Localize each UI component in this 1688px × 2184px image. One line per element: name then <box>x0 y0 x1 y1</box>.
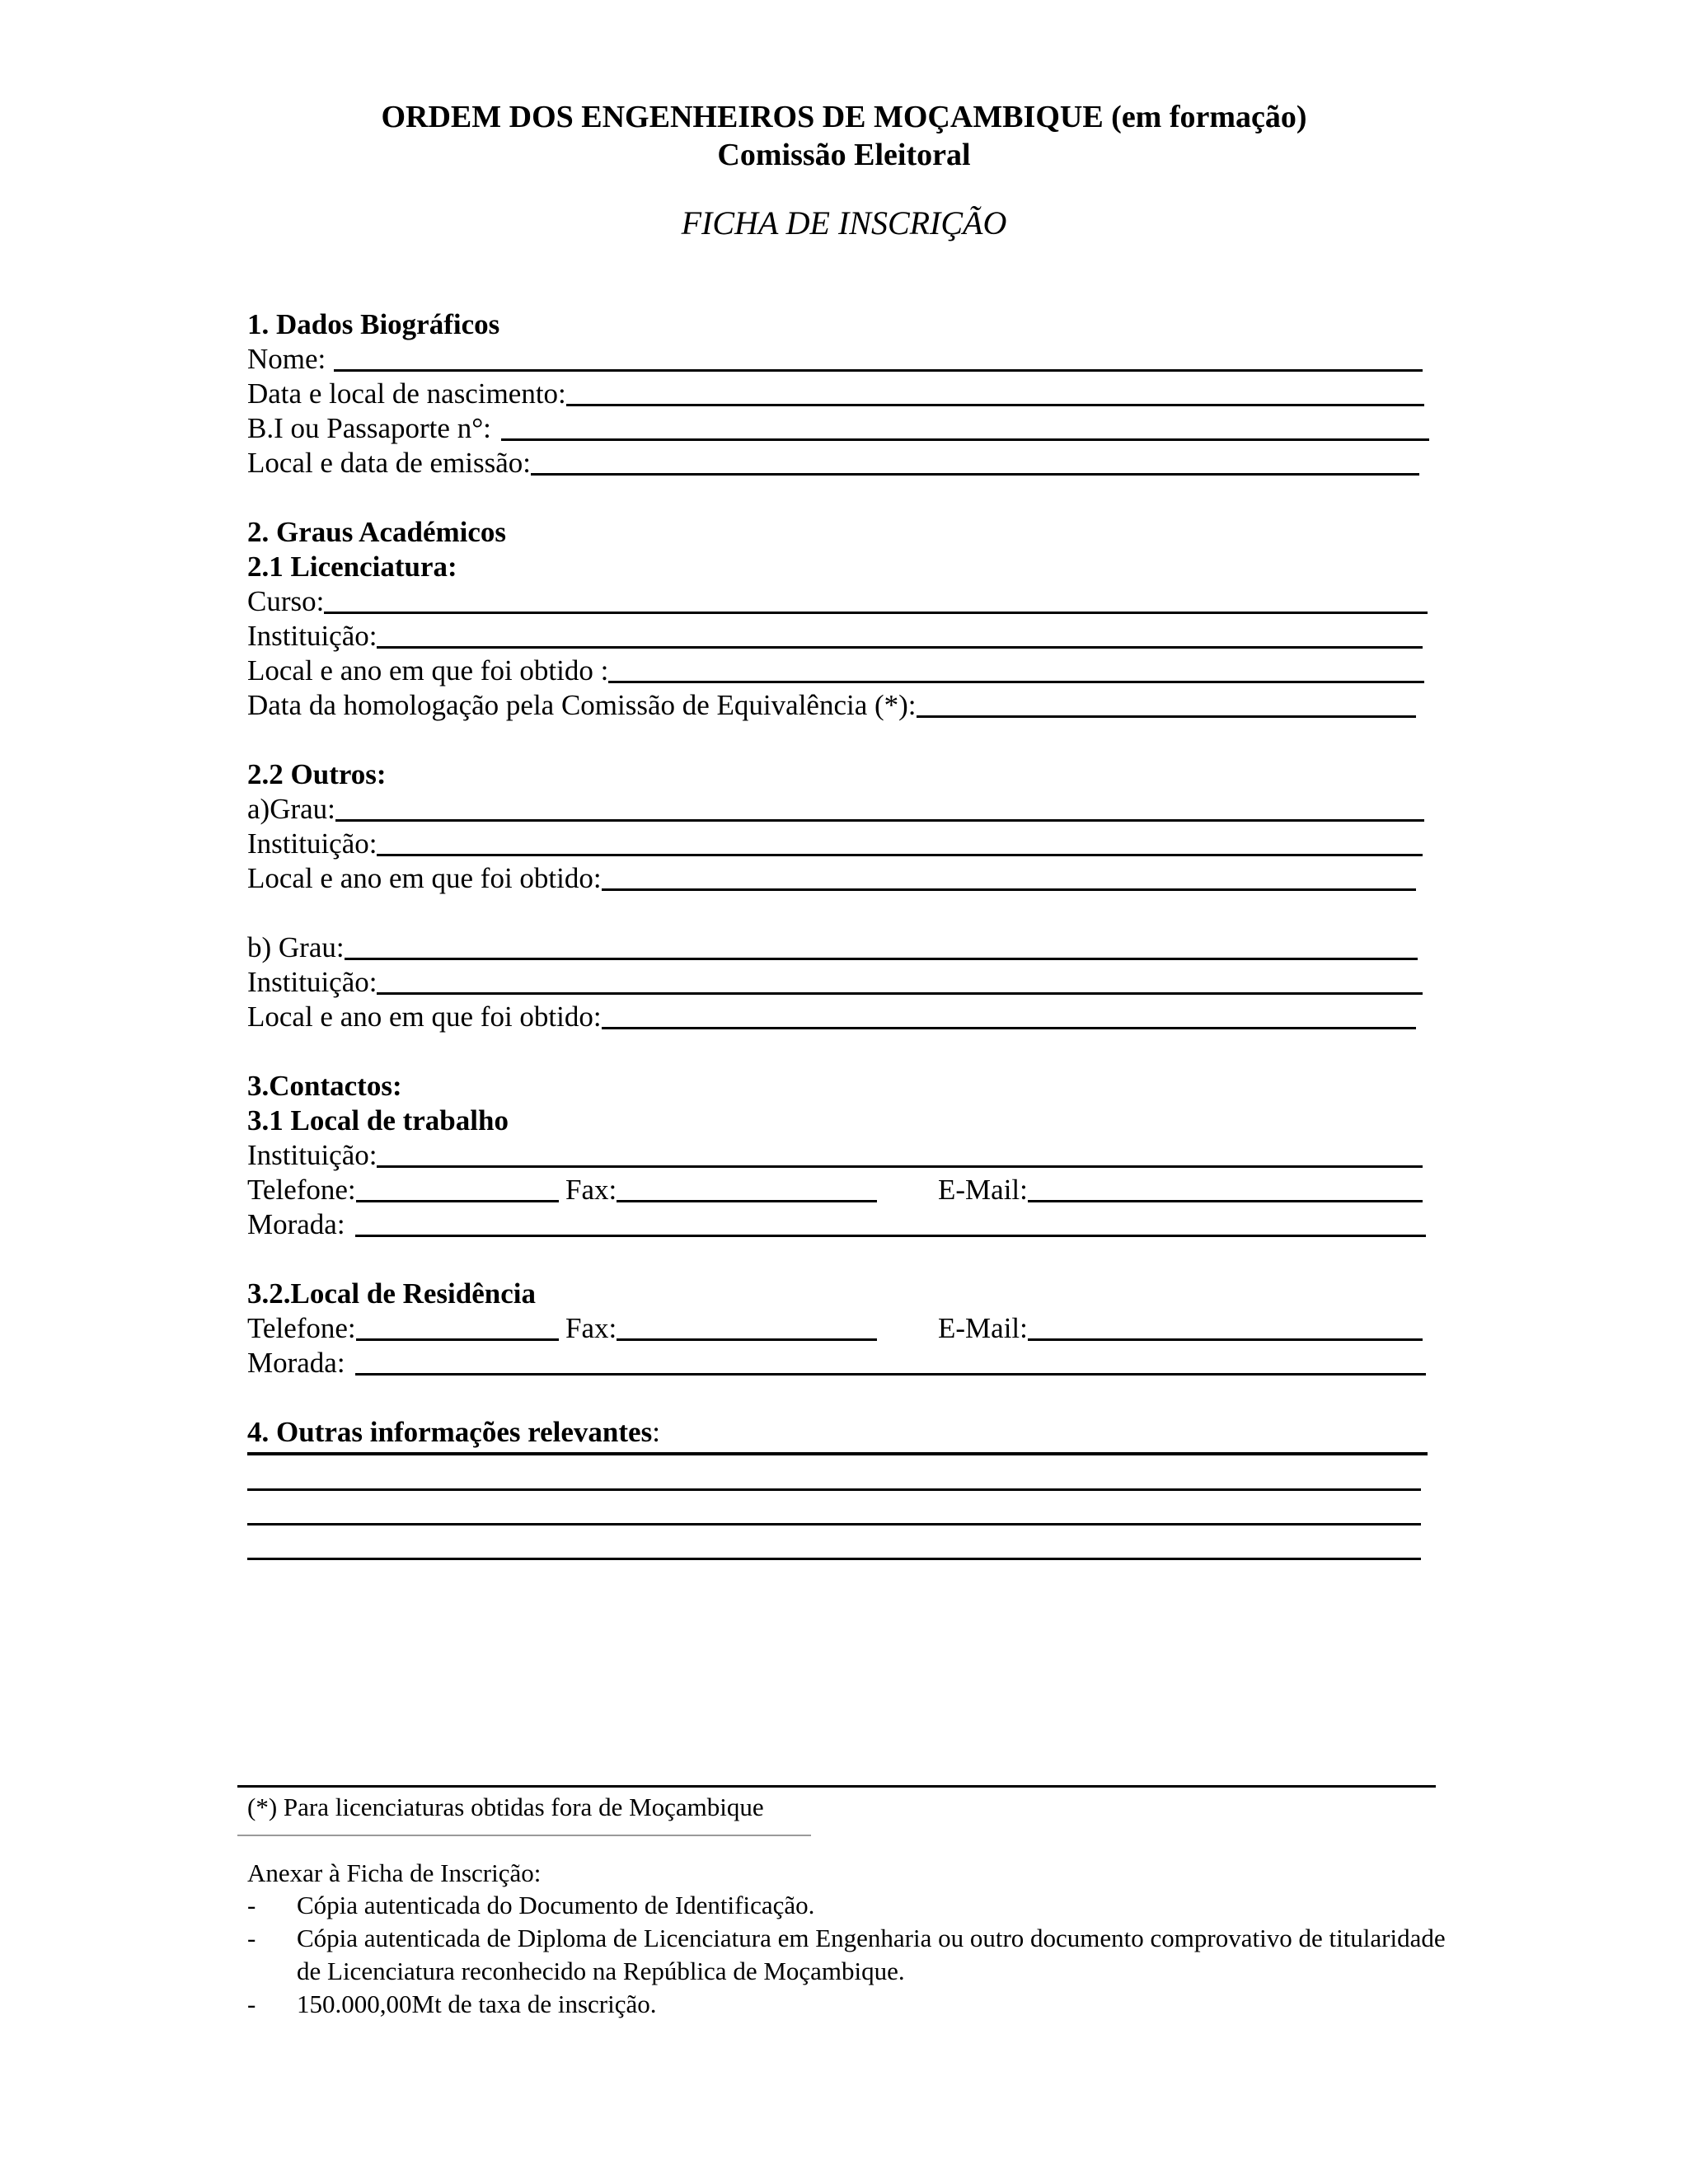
nascimento-label: Data e local de nascimento: <box>247 377 566 410</box>
residencia-fax-field[interactable] <box>565 1311 877 1346</box>
info-line-1[interactable] <box>247 1488 1421 1491</box>
section-4-colon: : <box>652 1416 660 1448</box>
residencia-heading <box>247 1277 989 1311</box>
a-instituicao-label: Instituição: <box>247 827 377 860</box>
residencia-telefone-blank[interactable] <box>356 1309 559 1341</box>
lic-local-ano-blank[interactable] <box>608 651 1424 683</box>
trabalho-email-blank[interactable] <box>1028 1170 1423 1202</box>
section-2-title: 2. Graus Académicos <box>247 516 507 548</box>
documento-blank[interactable] <box>501 409 1429 441</box>
nascimento-field[interactable] <box>247 377 1424 411</box>
section-4-title: 4. Outras informações relevantes <box>247 1416 653 1448</box>
emissao-blank[interactable] <box>531 443 1419 476</box>
lic-instituicao-field[interactable] <box>247 619 1423 654</box>
info-line-2[interactable] <box>247 1523 1421 1526</box>
section-1-heading <box>247 307 989 342</box>
annex-item-text: Cópia autenticada do Documento de Identificação. <box>297 1891 815 1919</box>
residencia-morada-label: Morada: <box>247 1347 345 1379</box>
trabalho-heading <box>247 1104 989 1138</box>
annex-item <box>247 1922 1467 1988</box>
organization-title: ORDEM DOS ENGENHEIROS DE MOÇAMBIQUE (em formação) <box>381 100 1307 134</box>
section-2-heading <box>247 515 989 550</box>
trabalho-instituicao-label: Instituição: <box>247 1139 377 1171</box>
curso-label: Curso: <box>247 585 325 617</box>
annex-title: Anexar à Ficha de Inscrição: <box>247 1858 542 1887</box>
outros-heading <box>247 757 989 792</box>
b-instituicao-blank[interactable] <box>377 963 1423 995</box>
trabalho-telefone-field[interactable] <box>247 1173 559 1207</box>
lic-instituicao-label: Instituição: <box>247 620 377 652</box>
nascimento-blank[interactable] <box>566 374 1424 406</box>
trabalho-email-label: E-Mail: <box>938 1174 1028 1206</box>
section-4-rule <box>247 1452 1428 1455</box>
residencia-title: 3.2.Local de Residência <box>247 1277 536 1310</box>
annex-bullet: - <box>247 1924 256 1952</box>
trabalho-morada-blank[interactable] <box>355 1205 1426 1237</box>
trabalho-fax-blank[interactable] <box>617 1170 877 1202</box>
residencia-morada-blank[interactable] <box>355 1343 1426 1376</box>
section-3-title: 3.Contactos: <box>247 1070 402 1102</box>
a-local-ano-label: Local e ano em que foi obtido: <box>247 862 602 894</box>
b-grau-blank[interactable] <box>345 928 1418 960</box>
homologacao-label: Data da homologação pela Comissão de Equivalência (*): <box>247 689 917 721</box>
footnote-rule <box>237 1785 1436 1788</box>
emissao-field[interactable] <box>247 446 1419 480</box>
trabalho-email-field[interactable] <box>938 1173 1423 1207</box>
b-local-ano-blank[interactable] <box>602 997 1416 1029</box>
residencia-fax-label: Fax: <box>565 1312 617 1344</box>
a-instituicao-blank[interactable] <box>377 824 1423 856</box>
form-title: FICHA DE INSCRIÇÃO <box>681 204 1007 241</box>
trabalho-morada-label: Morada: <box>247 1208 345 1240</box>
residencia-email-blank[interactable] <box>1028 1309 1423 1341</box>
b-local-ano-label: Local e ano em que foi obtido: <box>247 1001 602 1033</box>
trabalho-title: 3.1 Local de trabalho <box>247 1104 509 1137</box>
trabalho-telefone-blank[interactable] <box>356 1170 559 1202</box>
trabalho-telefone-label: Telefone: <box>247 1174 356 1206</box>
section-3-heading <box>247 1069 989 1104</box>
residencia-email-field[interactable] <box>938 1311 1423 1346</box>
trabalho-fax-field[interactable] <box>565 1173 877 1207</box>
a-grau-field[interactable] <box>247 792 1424 827</box>
section-1-title: 1. Dados Biográficos <box>247 308 500 340</box>
trabalho-morada-field[interactable] <box>247 1207 1426 1242</box>
lic-local-ano-field[interactable] <box>247 654 1424 688</box>
annex-item <box>247 1889 1467 1922</box>
nome-blank[interactable] <box>334 340 1423 372</box>
a-grau-blank[interactable] <box>335 790 1424 822</box>
lic-local-ano-label: Local e ano em que foi obtido : <box>247 654 609 687</box>
curso-blank[interactable] <box>324 582 1428 614</box>
annex-item-text: 150.000,00Mt de taxa de inscrição. <box>297 1990 657 2018</box>
residencia-telefone-field[interactable] <box>247 1311 559 1346</box>
documento-field[interactable] <box>247 411 1429 446</box>
b-grau-label: b) Grau: <box>247 931 345 963</box>
homologacao-blank[interactable] <box>917 686 1416 718</box>
b-instituicao-field[interactable] <box>247 965 1423 1000</box>
lic-instituicao-blank[interactable] <box>377 616 1423 649</box>
a-local-ano-blank[interactable] <box>602 859 1416 891</box>
b-local-ano-field[interactable] <box>247 1000 1416 1034</box>
residencia-fax-blank[interactable] <box>617 1309 877 1341</box>
b-grau-field[interactable] <box>247 930 1418 965</box>
commission-title: Comissão Eleitoral <box>717 138 971 172</box>
residencia-email-label: E-Mail: <box>938 1312 1028 1344</box>
section-4-heading <box>247 1415 1428 1450</box>
a-instituicao-field[interactable] <box>247 827 1423 861</box>
outros-title: 2.2 Outros: <box>247 758 387 790</box>
nome-field[interactable] <box>247 342 1423 377</box>
a-local-ano-field[interactable] <box>247 861 1416 896</box>
trabalho-instituicao-blank[interactable] <box>377 1136 1423 1168</box>
footnote-separator <box>237 1835 811 1836</box>
homologacao-field[interactable] <box>247 688 1416 723</box>
trabalho-fax-label: Fax: <box>565 1174 617 1206</box>
nome-label: Nome: <box>247 343 326 375</box>
curso-field[interactable] <box>247 584 1428 619</box>
residencia-morada-field[interactable] <box>247 1346 1426 1380</box>
emissao-label: Local e data de emissão: <box>247 447 532 479</box>
annex-bullet: - <box>247 1990 256 2018</box>
licenciatura-heading <box>247 550 989 584</box>
trabalho-instituicao-field[interactable] <box>247 1138 1423 1173</box>
b-instituicao-label: Instituição: <box>247 966 377 998</box>
annex-item-text: Cópia autenticada de Diploma de Licenciatura em Engenharia ou outro documento comprovativo de titularidade de Licenciatura reconhecido na República de Moçambique. <box>297 1924 1446 1985</box>
licenciatura-title: 2.1 Licenciatura: <box>247 551 457 583</box>
info-line-3[interactable] <box>247 1558 1421 1560</box>
documento-label: B.I ou Passaporte n°: <box>247 412 491 444</box>
residencia-telefone-label: Telefone: <box>247 1312 356 1344</box>
a-grau-label: a)Grau: <box>247 793 335 825</box>
annex-item <box>247 1988 1467 2021</box>
annex-bullet: - <box>247 1891 256 1919</box>
footnote-text: (*) Para licenciaturas obtidas fora de Moçambique <box>247 1793 764 1821</box>
